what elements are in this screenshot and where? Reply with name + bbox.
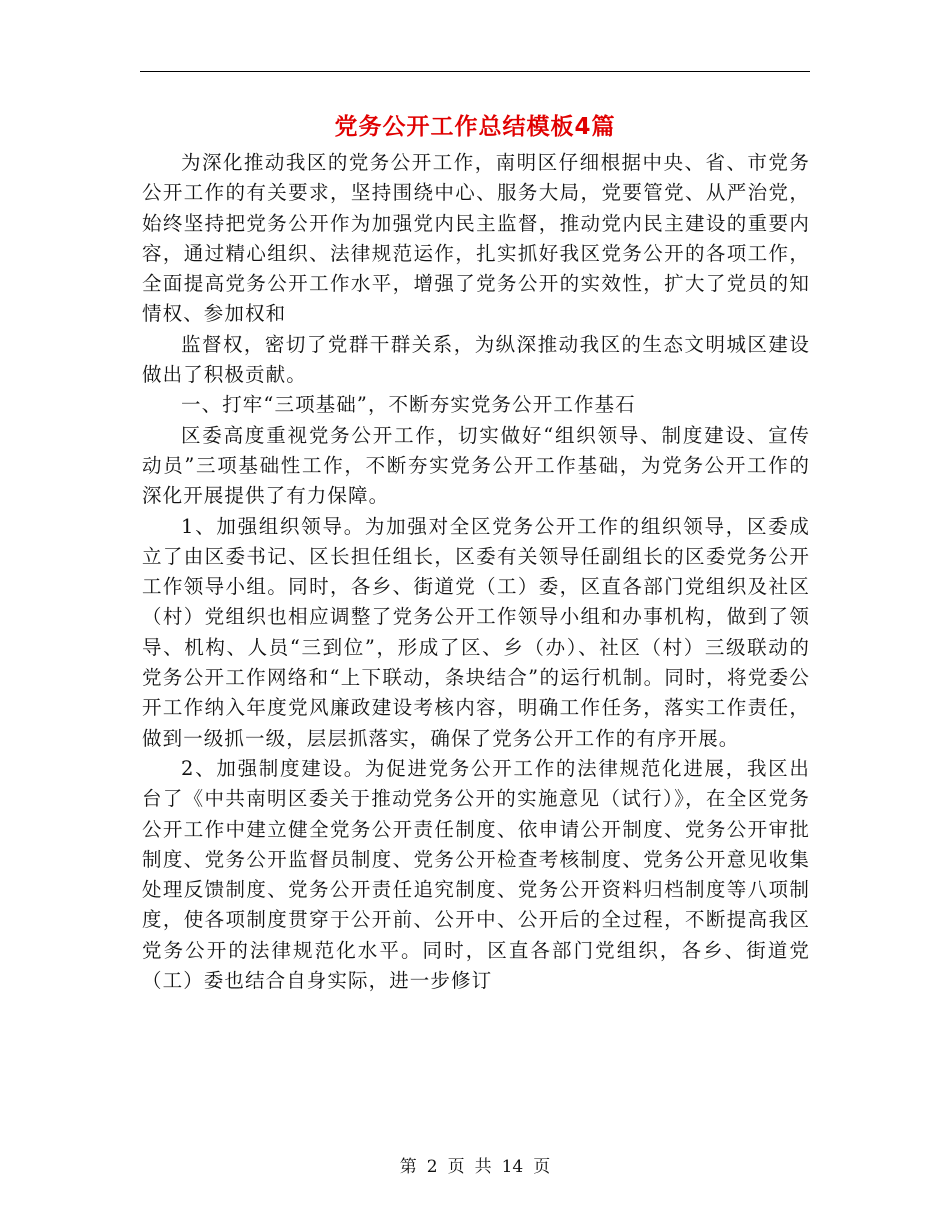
paragraph: 1、加强组织领导。为加强对全区党务公开工作的组织领导，区委成立了由区委书记、区长担任组长，区委有关领导任副组长的区委党务公开工作领导小组。同时，各乡、街道党（工）委，区直各部门党组织及社区（村）党组织也相应调整了党务公开工作领导小组和办事机构，做到了领导、机构、人员“三到位”，形成了区、乡（办）、社区（村）三级联动的党务公开工作网络和“上下联动，条块结合”的运行机制。同时，将党委公开工作纳入年度党风廉政建设考核内容，明确工作任务，落实工作责任，做到一级抓一级，层层抓落实，确保了党务公开工作的有序开展。: [142, 514, 810, 750]
section-heading: 一、打牢“三项基础”，不断夯实党务公开工作基石: [181, 393, 636, 417]
footer-page-word: 页: [447, 1157, 465, 1177]
header-rule: [140, 71, 810, 72]
footer-total-word: 共: [474, 1157, 492, 1177]
paragraph: 2、加强制度建设。为促进党务公开工作的法律规范化进展，我区出台了《中共南明区委关于推动党务公开的实施意见（试行）》，在全区党务公开工作中建立健全党务公开责任制度、依申请公开制度、党务公开审批制度、党务公开监督员制度、党务公开检查考核制度、党务公开意见收集处理反馈制度、党务公开责任追究制度、党务公开资料归档制度等八项制度，使各项制度贯穿于公开前、公开中、公开后的全过程，不断提高我区党务公开的法律规范化水平。同时，区直各部门党组织，各乡、街道党（工）委也结合自身实际，进一步修订: [142, 756, 810, 993]
page-number: 2: [426, 1157, 438, 1177]
paragraph: 监督权，密切了党群干群关系，为纵深推动我区的生态文明城区建设做出了积极贡献。: [142, 332, 810, 387]
document-body: [142, 148, 810, 996]
footer-prefix: 第: [399, 1157, 417, 1177]
paragraph: 区委高度重视党务公开工作，切实做好“组织领导、制度建设、宣传动员”三项基础性工作，不断夯实党务公开工作基础，为党务公开工作的深化开展提供了有力保障。: [142, 423, 810, 508]
document-title: 党务公开工作总结模板4篇: [334, 114, 616, 140]
page-total: 14: [501, 1157, 524, 1177]
footer-suffix: 页: [533, 1157, 551, 1177]
paragraph: 为深化推动我区的党务公开工作，南明区仔细根据中央、省、市党务公开工作的有关要求，坚持围绕中心、服务大局，党要管党、从严治党，始终坚持把党务公开作为加强党内民主监督，推动党内民主建设的重要内容，通过精心组织、法律规范运作，扎实抓好我区党务公开的各项工作，全面提高党务公开工作水平，增强了党务公开的实效性，扩大了党员的知情权、参加权和: [142, 151, 810, 326]
page-footer: [0, 1152, 950, 1177]
